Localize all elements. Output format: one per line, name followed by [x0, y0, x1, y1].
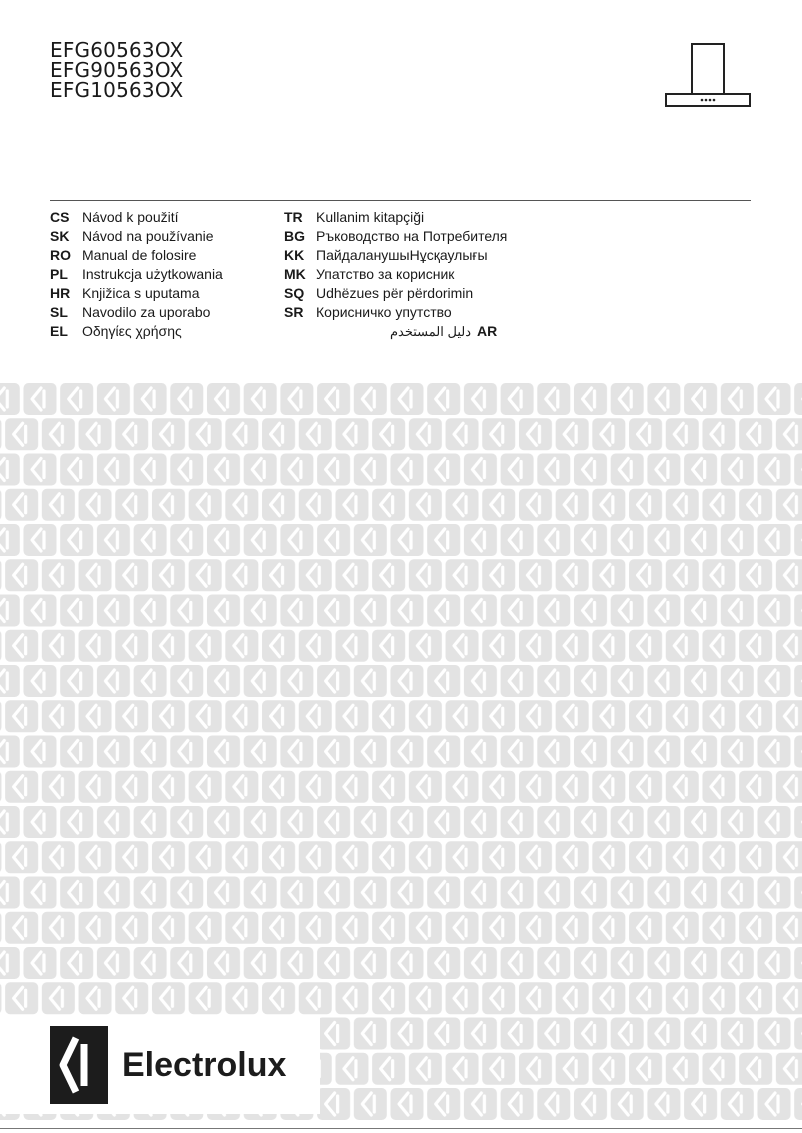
language-entry: MK Упатство за корисник [284, 266, 455, 282]
model-list [50, 40, 183, 100]
header-divider [50, 200, 751, 201]
brand-logo-pattern [0, 381, 802, 1121]
language-entry: PL Instrukcja użytkowania [50, 266, 223, 282]
electrolux-logo [0, 1016, 320, 1114]
language-list-right [284, 208, 507, 322]
model-number: EFG10563OX [50, 78, 184, 102]
language-entry: BG Ръководство на Потребителя [284, 228, 508, 244]
model-number: EFG60563OX [50, 38, 184, 62]
language-entry: HR Knjižica s uputama [50, 285, 200, 301]
bottom-divider [0, 1128, 802, 1129]
language-entry: SK Návod na používanie [50, 228, 214, 244]
language-entry: KK ПайдаланушыНұсқаулығы [284, 247, 488, 263]
language-entry: EL Οδηγίες χρήσης [50, 323, 182, 339]
language-entry: SL Navodilo za uporabo [50, 304, 211, 320]
language-entry: SR Корисничко упутство [284, 304, 452, 320]
language-entry: SQ Udhëzues për përdorimin [284, 285, 474, 301]
model-number: EFG90563OX [50, 58, 184, 82]
cooker-hood-illustration [664, 42, 754, 110]
language-entry: CS Návod k použití [50, 209, 179, 225]
language-list-left [50, 208, 223, 341]
electrolux-logo-icon [0, 1016, 320, 1114]
language-entry-ar: دليل المستخدم AR [390, 323, 498, 339]
brand-wordmark: Electrolux [122, 1046, 287, 1084]
language-entry: TR Kullanim kitapçiği [284, 209, 425, 225]
language-entry: RO Manual de folosire [50, 247, 197, 263]
